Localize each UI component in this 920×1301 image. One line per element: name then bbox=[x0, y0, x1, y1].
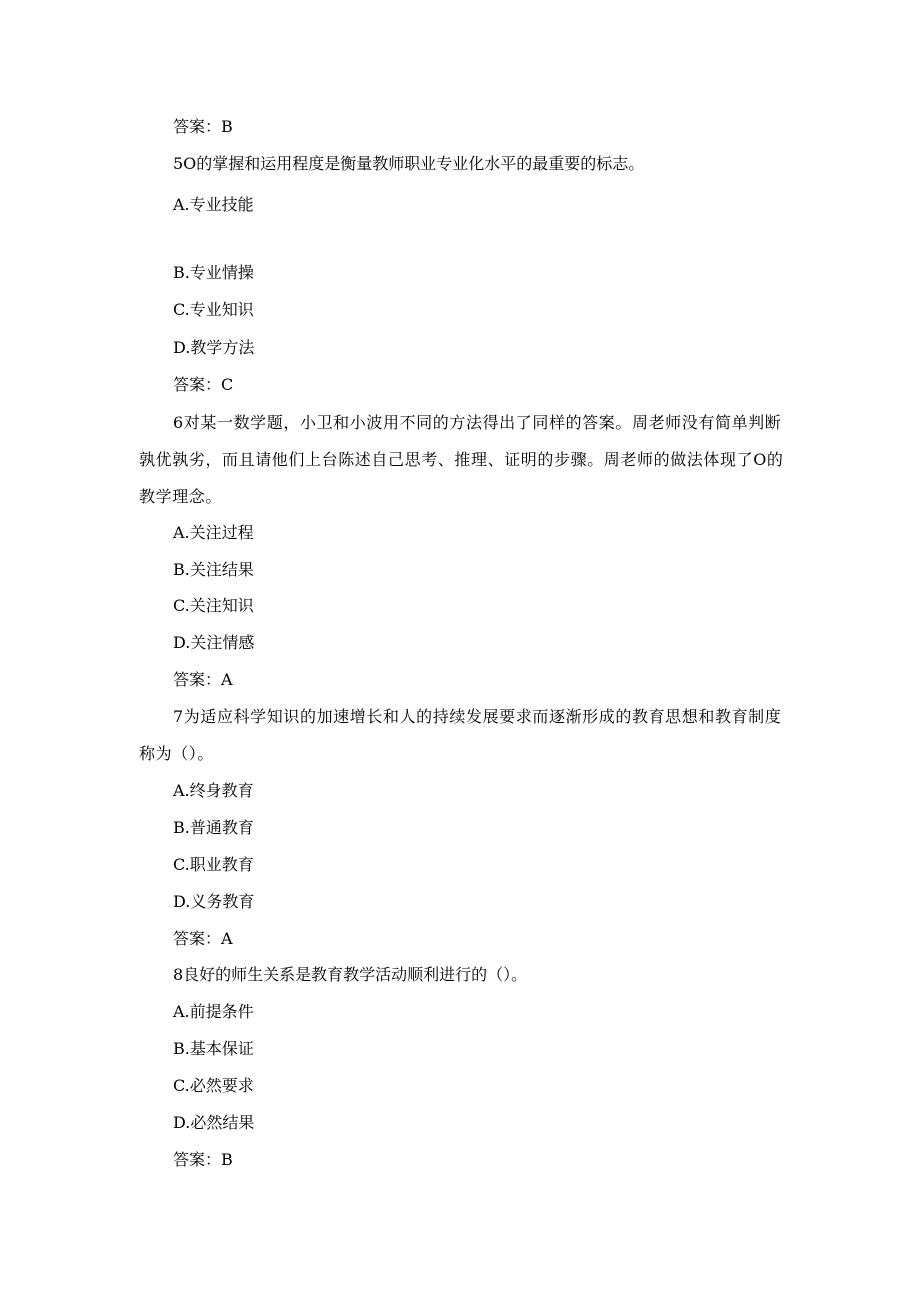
option-line: C.专业知识 bbox=[173, 300, 254, 319]
option-line: D.义务教育 bbox=[173, 892, 255, 911]
question-7-stem: 7为适应科学知识的加速增长和人的持续发展要求而逐渐形成的教育思想和教育制度称为（）。 bbox=[139, 707, 782, 763]
answer-line: 答案：C bbox=[173, 375, 234, 394]
option-line: C.职业教育 bbox=[173, 855, 254, 874]
option-line: A.前提条件 bbox=[173, 1002, 254, 1021]
option-line: A.关注过程 bbox=[173, 523, 254, 542]
answer-line: 答案：A bbox=[173, 670, 233, 689]
option-line: B.关注结果 bbox=[173, 560, 254, 579]
option-line: D.必然结果 bbox=[173, 1113, 255, 1132]
question-6-stem: 6对某一数学题，小卫和小波用不同的方法得出了同样的答案。周老师没有简单判断孰优孰劣，而且请他们上台陈述自己思考、推理、证明的步骤。周老师的做法体现了O的教学理念。 bbox=[139, 413, 784, 506]
answer-line: 答案：A bbox=[173, 929, 233, 948]
option-line: B.普通教育 bbox=[173, 818, 254, 837]
answer-line: 答案：B bbox=[173, 1150, 233, 1169]
option-line: A.终身教育 bbox=[173, 781, 254, 800]
answer-line: 答案：B bbox=[173, 117, 233, 136]
option-line: B.基本保证 bbox=[173, 1039, 254, 1058]
question-8-stem: 8良好的师生关系是教育教学活动顺利进行的（）。 bbox=[173, 965, 528, 984]
option-line: D.关注情感 bbox=[173, 633, 255, 652]
option-line: C.关注知识 bbox=[173, 596, 254, 615]
option-line: B.专业情操 bbox=[173, 263, 254, 282]
option-line: C.必然要求 bbox=[173, 1076, 254, 1095]
option-line: A.专业技能 bbox=[173, 195, 254, 214]
question-5-stem: 5O的掌握和运用程度是衡量教师职业专业化水平的最重要的标志。 bbox=[173, 154, 645, 173]
option-line: D.教学方法 bbox=[173, 338, 255, 357]
